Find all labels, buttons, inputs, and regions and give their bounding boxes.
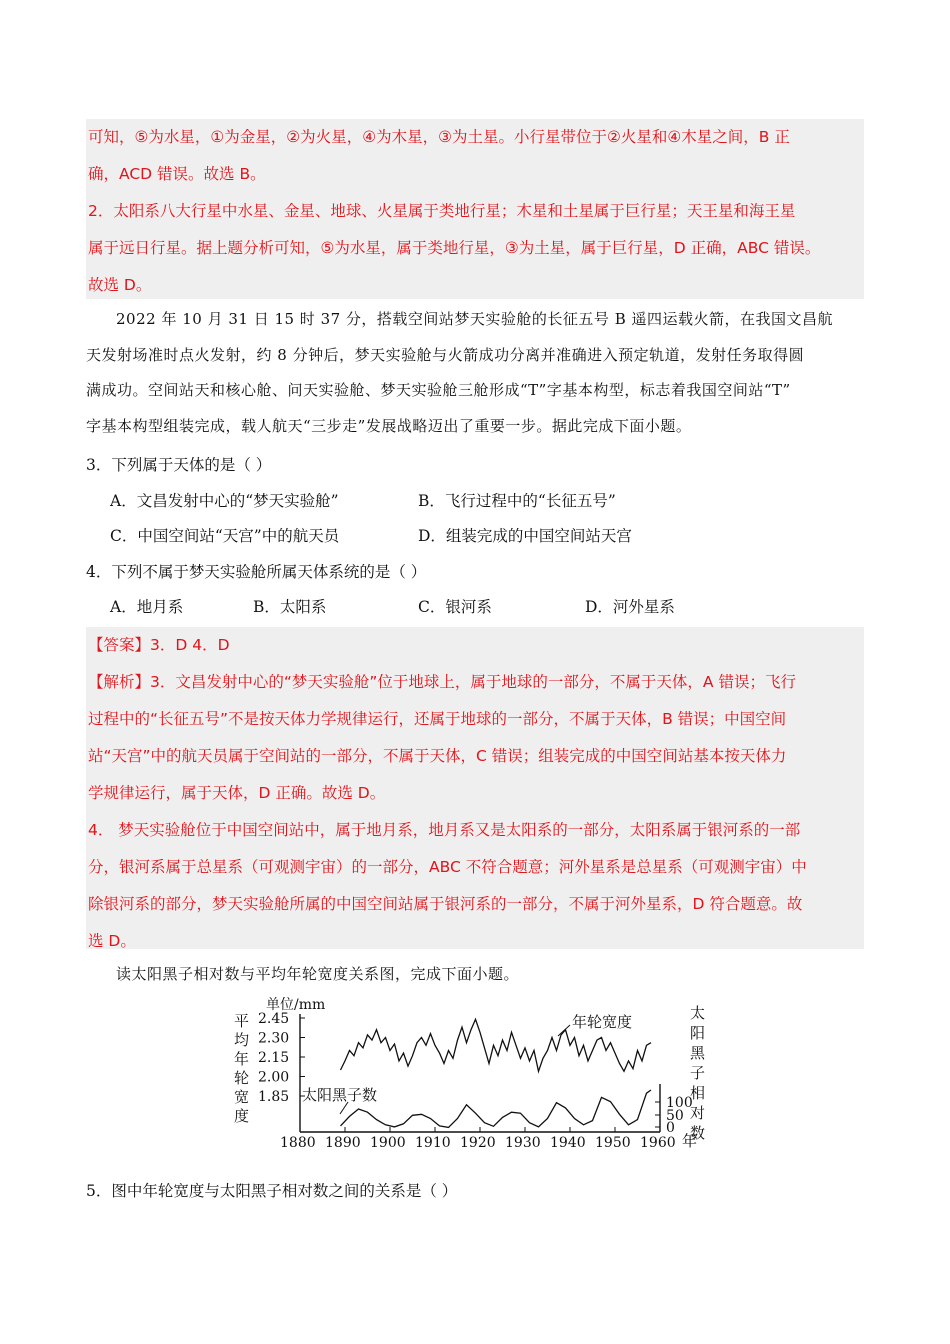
explanation-line: 站“天宫”中的航天员属于空间站的一部分，不属于天体，C 错误；组装完成的中国空间站基本按天体力	[88, 747, 787, 765]
left-axis-label-char: 均	[234, 1031, 250, 1049]
stem-line: 读太阳黑子相对数与平均年轮宽度关系图，完成下面小题。	[116, 965, 520, 983]
question-5: 5．图中年轮宽度与太阳黑子相对数之间的关系是（ ）	[86, 1182, 458, 1200]
explanation-line: 2．太阳系八大行星中水星、金星、地球、火星属于类地行星；木星和土星属于巨行星；天王星和海王星	[88, 202, 796, 220]
left-tick-label: 2.15	[258, 1050, 290, 1066]
explanation-line: 可知，⑤为水星，①为金星，②为火星，④为木星，③为土星。小行星带位于②火星和④木星之间，B 正	[88, 128, 790, 146]
question-stem-passage	[86, 302, 864, 444]
left-tick-label: 1.85	[258, 1089, 290, 1105]
left-axis-label-char: 宽	[234, 1088, 250, 1106]
explanation-line: 故选 D。	[88, 276, 152, 294]
x-tick-label: 1920	[460, 1135, 496, 1151]
left-tick-label: 2.00	[258, 1069, 290, 1086]
right-axis-label-char: 黑	[690, 1044, 706, 1062]
sunspot-number-series-label: 太阳黑子数	[302, 1086, 378, 1104]
explanation-line: 学规律运行，属于天体，D 正确。故选 D。	[88, 784, 386, 802]
question-4-option-b[interactable]: B．太阳系	[253, 598, 327, 616]
left-axis-label-char: 度	[234, 1107, 250, 1125]
x-tick-label: 1930	[505, 1135, 541, 1151]
explanation-line: 分，银河系属于总星系（可观测宇宙）的一部分，ABC 不符合题意；河外星系是总星系（可观测宇宙）中	[88, 858, 807, 876]
question-3-option-b[interactable]: B．飞行过程中的“长征五号”	[418, 492, 616, 510]
x-tick-label: 1950	[595, 1135, 631, 1151]
x-tick-label: 1880	[280, 1135, 316, 1151]
left-axis-label	[234, 1012, 249, 1125]
explanation-line: 【解析】3．文昌发射中心的“梦天实验舱”位于地球上，属于地球的一部分，不属于天体，A 错误；飞行	[88, 673, 796, 691]
chart-question-stem	[86, 957, 864, 993]
question-3-option-d[interactable]: D．组装完成的中国空间站天宫	[418, 527, 632, 545]
explanation-line: 除银河系的部分，梦天实验舱所属的中国空间站属于银河系的一部分，不属于河外星系，D 符合题意。故	[88, 895, 803, 913]
explanation-line: 4． 梦天实验舱位于中国空间站中，属于地月系，地月系又是太阳系的一部分，太阳系属于银河系的一部	[88, 821, 801, 839]
left-tick-label: 2.45	[258, 1011, 290, 1027]
right-axis-label-char: 数	[690, 1124, 706, 1142]
left-axis-label-char: 平	[234, 1012, 250, 1030]
stem-line: 满成功。空间站天和核心舱、问天实验舱、梦天实验舱三舱形成“T”字基本构型，标志着我国空间站“T”	[86, 381, 791, 399]
x-tick-label: 1910	[415, 1135, 451, 1151]
question-3: 3．下列属于天体的是（ ）	[86, 456, 272, 474]
question-4: 4．下列不属于梦天实验舱所属天体系统的是（ ）	[86, 563, 427, 581]
stem-line: 天发射场准时点火发射，约 8 分钟后，梦天实验舱与火箭成功分离并准确进入预定轨道，发射任务取得圆	[86, 345, 805, 364]
question-3-option-c[interactable]: C．中国空间站“天宫”中的航天员	[110, 527, 340, 545]
stem-line: 2022 年 10 月 31 日 15 时 37 分，搭载空间站梦天实验舱的长征五号 B 遥四运载火箭，在我国文昌航	[116, 310, 833, 328]
tree-ring-label-leader	[558, 1025, 570, 1036]
left-axis-label-char: 年	[234, 1050, 250, 1068]
sunspot-tree-ring-chart	[230, 996, 710, 1152]
right-tick-label: 100	[666, 1095, 693, 1111]
explanation-line: 选 D。	[88, 932, 136, 950]
question-4-option-c[interactable]: C．银河系	[418, 598, 492, 616]
question-3-option-a[interactable]: A．文昌发射中心的“梦天实验舱”	[110, 492, 339, 510]
x-axis-unit: 年	[682, 1132, 698, 1150]
stem-line: 字基本构型组装完成，载人航天“三步走”发展战略迈出了重要一步。据此完成下面小题。	[86, 416, 692, 435]
answer-explanation-block-2	[86, 627, 864, 949]
question-4-option-a[interactable]: A．地月系	[110, 598, 184, 616]
x-tick-label: 1900	[370, 1135, 406, 1151]
x-tick-label: 1960	[640, 1135, 676, 1151]
x-tick-label: 1890	[325, 1135, 361, 1151]
left-axis-ticks	[258, 1011, 305, 1105]
explanation-line: 过程中的“长征五号”不是按天体力学规律运行，还属于地球的一部分，不属于天体，B 错误；中国空间	[88, 710, 787, 728]
right-axis-label-char: 子	[690, 1064, 706, 1082]
left-tick-label: 2.30	[258, 1030, 290, 1047]
right-tick-label: 0	[666, 1120, 675, 1136]
left-axis-label-char: 轮	[234, 1069, 250, 1087]
right-axis-label	[690, 1004, 706, 1142]
explanation-line: 确，ACD 错误。故选 B。	[88, 165, 266, 183]
right-axis-label-char: 阳	[690, 1024, 706, 1042]
x-tick-label: 1940	[550, 1135, 586, 1151]
unit-label: 单位/mm	[266, 997, 326, 1013]
answer-explanation-block-1	[86, 119, 864, 299]
question-4-option-d[interactable]: D．河外星系	[585, 598, 675, 616]
x-axis-ticks	[280, 1127, 676, 1151]
right-tick-label: 50	[666, 1108, 684, 1124]
explanation-line: 属于远日行星。据上题分析可知，⑤为水星，属于类地行星，③为土星，属于巨行星，D 正确，ABC 错误。	[88, 239, 821, 257]
right-axis-label-char: 对	[690, 1104, 706, 1122]
sunspot-number-series-line	[341, 1090, 652, 1127]
right-axis-label-char: 相	[690, 1084, 706, 1102]
tree-ring-width-series-label: 年轮宽度	[572, 1013, 633, 1031]
answer-line: 【答案】3．D 4．D	[88, 636, 230, 654]
right-axis-label-char: 太	[690, 1004, 706, 1022]
